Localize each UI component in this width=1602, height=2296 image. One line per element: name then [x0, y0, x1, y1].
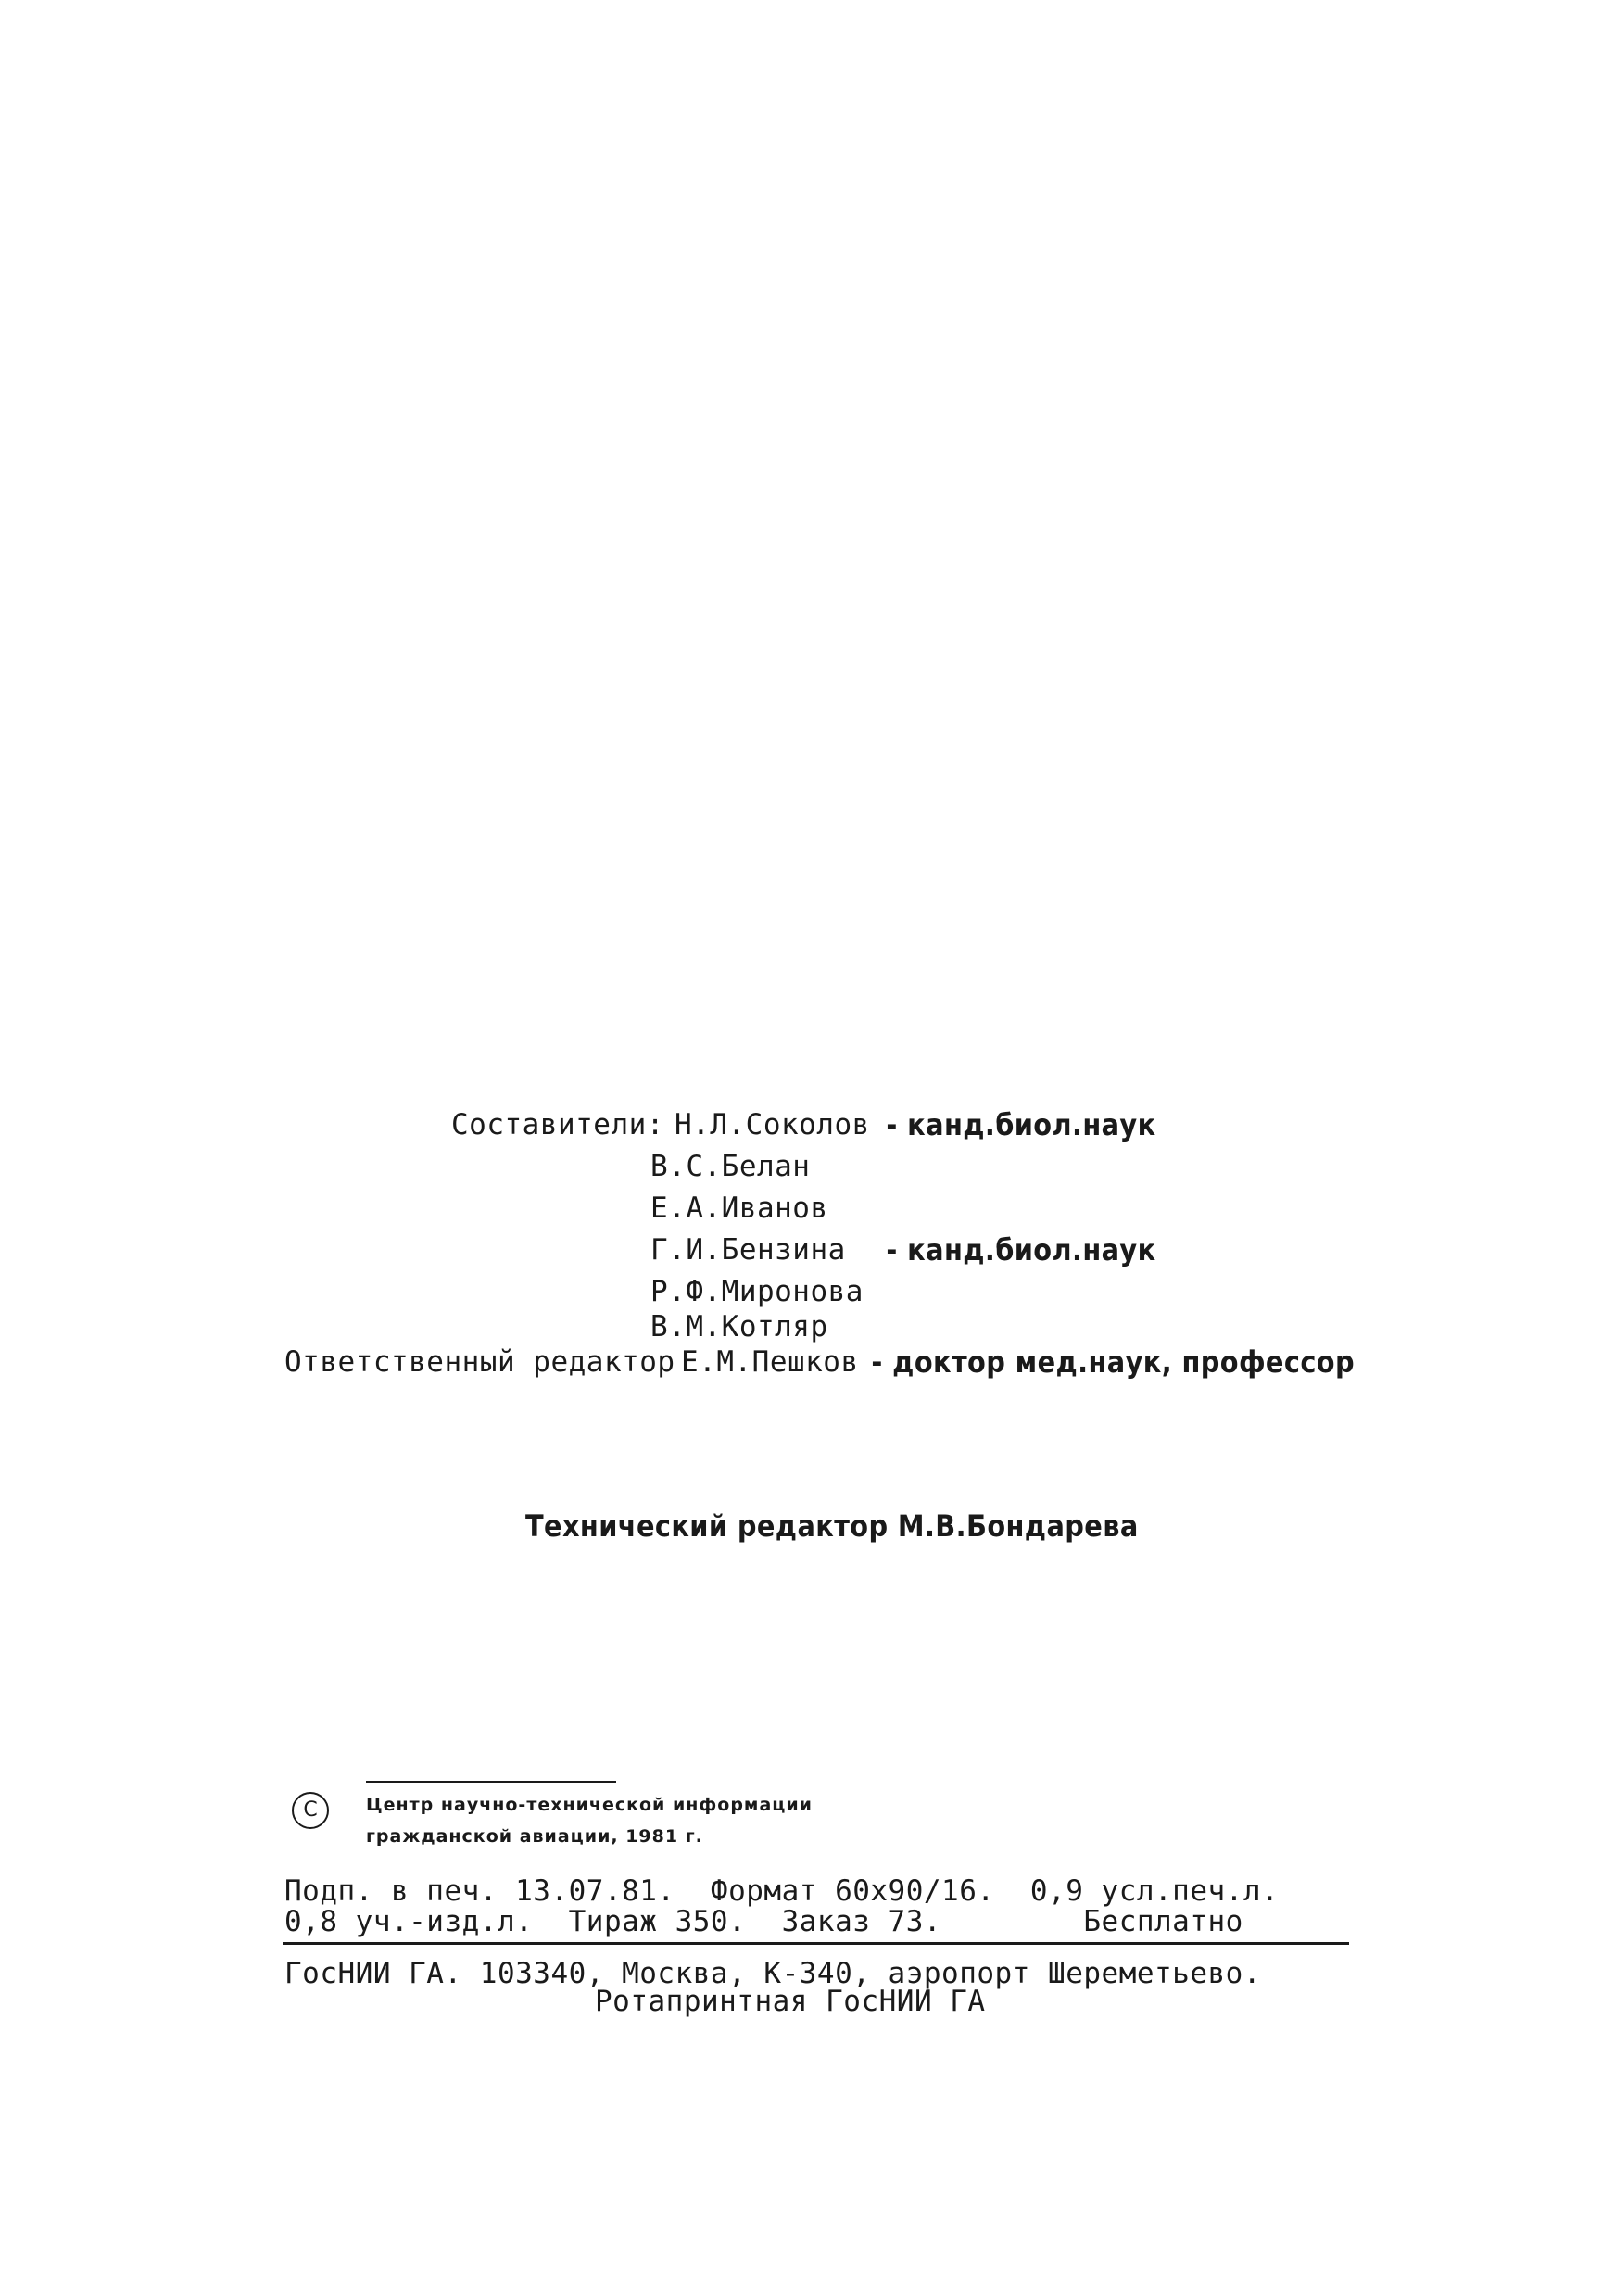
publisher-line-1: ГосНИИ ГА. 103340, Москва, К-340, аэропорт Шереметьево. [284, 1957, 1261, 1990]
copyright-icon: C [292, 1792, 329, 1829]
responsible-editor-degree: - доктор мед.наук, профессор [862, 1344, 1355, 1380]
compiler-name-6: В.М.Котляр [650, 1310, 828, 1344]
compiler-name-5: Р.Ф.Миронова [650, 1275, 864, 1308]
compiler-degree-4: - канд.биол.наук [877, 1232, 1156, 1268]
compiler-name-2: В.С.Белан [650, 1150, 811, 1183]
publisher-line-2: Ротапринтная ГосНИИ ГА [595, 1985, 986, 2018]
compiler-name-4: Г.И.Бензина [650, 1233, 846, 1267]
copyright-rule [366, 1781, 616, 1783]
imprint-line-1: Подп. в печ. 13.07.81. Формат 60х90/16. 0,9 усл.печ.л. [284, 1874, 1280, 1908]
imprint-line-2: 0,8 уч.-изд.л. Тираж 350. Заказ 73. Бесплатно [284, 1905, 1243, 1938]
compiler-name-1: Н.Л.Соколов [675, 1108, 870, 1142]
responsible-editor-name: Е.М.Пешков [681, 1345, 859, 1379]
copyright-year: гражданской авиации, 1981 г. [366, 1826, 703, 1847]
compilers-label: Составители: [451, 1108, 664, 1142]
compiler-degree-1: - канд.биол.наук [877, 1107, 1156, 1142]
compiler-name-3: Е.А.Иванов [650, 1192, 828, 1225]
imprint-rule [283, 1942, 1349, 1945]
technical-editor: Технический редактор М.В.Бондарева [525, 1508, 1139, 1544]
copyright-holder: Центр научно-технической информации [366, 1795, 813, 1815]
responsible-editor-label: Ответственный редактор [284, 1345, 675, 1379]
